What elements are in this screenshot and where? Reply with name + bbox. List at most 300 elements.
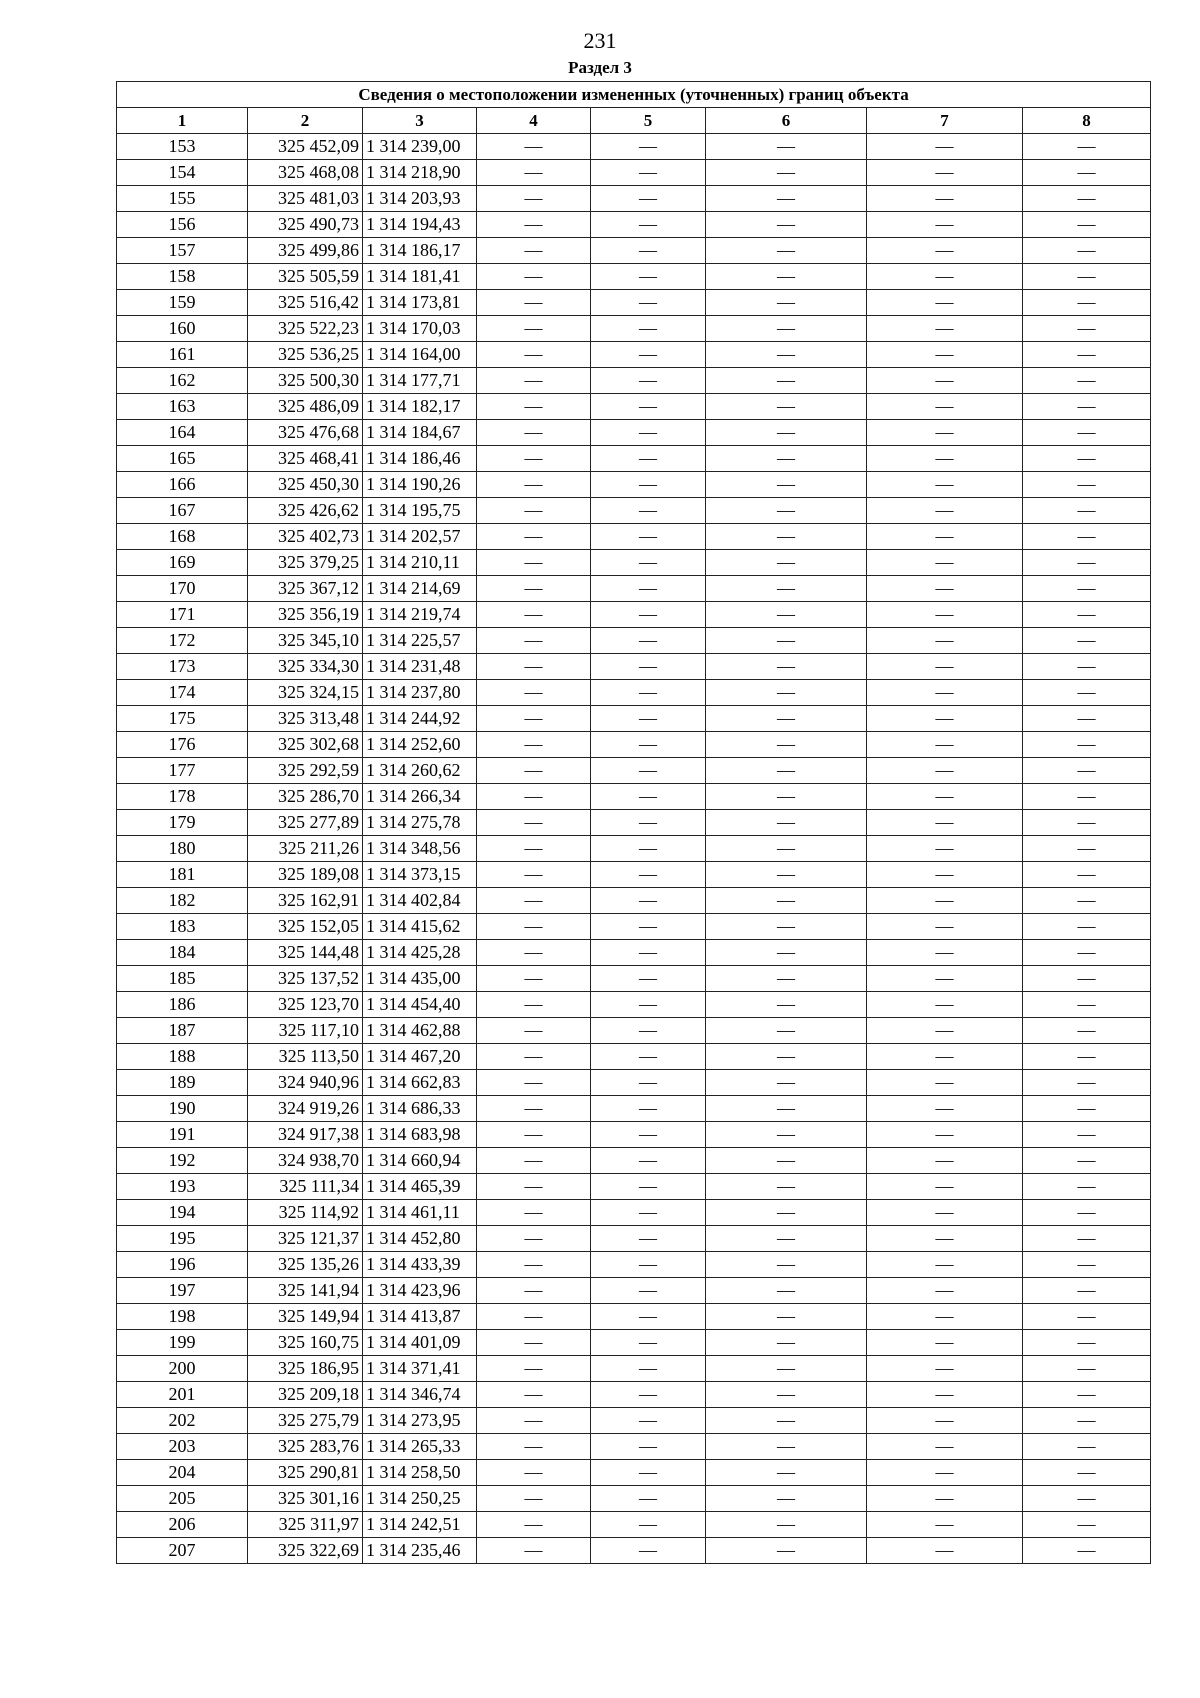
empty-value-cell: — <box>477 368 591 394</box>
empty-value-cell: — <box>706 186 867 212</box>
y-coordinate-cell: 1 314 402,84 <box>363 888 477 914</box>
empty-value-cell: — <box>591 1148 706 1174</box>
point-number-cell: 175 <box>117 706 248 732</box>
empty-value-cell: — <box>591 1512 706 1538</box>
table-row <box>117 1408 1151 1434</box>
x-coordinate-cell: 325 301,16 <box>248 1486 363 1512</box>
y-coordinate-cell: 1 314 465,39 <box>363 1174 477 1200</box>
empty-value-cell: — <box>867 628 1023 654</box>
empty-value-cell: — <box>591 836 706 862</box>
empty-value-cell: — <box>706 654 867 680</box>
point-number-cell: 180 <box>117 836 248 862</box>
x-coordinate-cell: 325 141,94 <box>248 1278 363 1304</box>
table-row <box>117 524 1151 550</box>
x-coordinate-cell: 325 516,42 <box>248 290 363 316</box>
empty-value-cell: — <box>591 290 706 316</box>
point-number-cell: 168 <box>117 524 248 550</box>
x-coordinate-cell: 325 113,50 <box>248 1044 363 1070</box>
empty-value-cell: — <box>867 940 1023 966</box>
empty-value-cell: — <box>867 1356 1023 1382</box>
table-row <box>117 1512 1151 1538</box>
empty-value-cell: — <box>477 446 591 472</box>
empty-value-cell: — <box>706 134 867 160</box>
x-coordinate-cell: 325 345,10 <box>248 628 363 654</box>
empty-value-cell: — <box>706 1304 867 1330</box>
empty-value-cell: — <box>1023 342 1151 368</box>
y-coordinate-cell: 1 314 173,81 <box>363 290 477 316</box>
empty-value-cell: — <box>591 446 706 472</box>
table-row <box>117 186 1151 212</box>
empty-value-cell: — <box>1023 680 1151 706</box>
x-coordinate-cell: 325 160,75 <box>248 1330 363 1356</box>
table-row <box>117 992 1151 1018</box>
empty-value-cell: — <box>1023 1408 1151 1434</box>
empty-value-cell: — <box>591 186 706 212</box>
point-number-cell: 165 <box>117 446 248 472</box>
empty-value-cell: — <box>477 1226 591 1252</box>
y-coordinate-cell: 1 314 218,90 <box>363 160 477 186</box>
x-coordinate-cell: 325 121,37 <box>248 1226 363 1252</box>
empty-value-cell: — <box>706 1174 867 1200</box>
empty-value-cell: — <box>1023 1382 1151 1408</box>
empty-value-cell: — <box>867 654 1023 680</box>
y-coordinate-cell: 1 314 346,74 <box>363 1382 477 1408</box>
table-row <box>117 472 1151 498</box>
empty-value-cell: — <box>1023 472 1151 498</box>
table-row <box>117 1486 1151 1512</box>
empty-value-cell: — <box>477 1200 591 1226</box>
x-coordinate-cell: 325 481,03 <box>248 186 363 212</box>
table-row <box>117 1122 1151 1148</box>
y-coordinate-cell: 1 314 415,62 <box>363 914 477 940</box>
y-coordinate-cell: 1 314 260,62 <box>363 758 477 784</box>
empty-value-cell: — <box>477 394 591 420</box>
table-row <box>117 368 1151 394</box>
empty-value-cell: — <box>477 758 591 784</box>
y-coordinate-cell: 1 314 348,56 <box>363 836 477 862</box>
y-coordinate-cell: 1 314 210,11 <box>363 550 477 576</box>
x-coordinate-cell: 325 290,81 <box>248 1460 363 1486</box>
y-coordinate-cell: 1 314 683,98 <box>363 1122 477 1148</box>
table-row <box>117 1096 1151 1122</box>
empty-value-cell: — <box>591 1122 706 1148</box>
empty-value-cell: — <box>1023 732 1151 758</box>
point-number-cell: 205 <box>117 1486 248 1512</box>
empty-value-cell: — <box>477 836 591 862</box>
empty-value-cell: — <box>1023 212 1151 238</box>
empty-value-cell: — <box>591 680 706 706</box>
empty-value-cell: — <box>591 1460 706 1486</box>
empty-value-cell: — <box>591 472 706 498</box>
empty-value-cell: — <box>1023 654 1151 680</box>
empty-value-cell: — <box>591 1278 706 1304</box>
empty-value-cell: — <box>867 1538 1023 1564</box>
table-row <box>117 420 1151 446</box>
empty-value-cell: — <box>591 602 706 628</box>
empty-value-cell: — <box>591 1382 706 1408</box>
empty-value-cell: — <box>867 1512 1023 1538</box>
empty-value-cell: — <box>1023 628 1151 654</box>
x-coordinate-cell: 325 522,23 <box>248 316 363 342</box>
empty-value-cell: — <box>591 1044 706 1070</box>
empty-value-cell: — <box>706 394 867 420</box>
point-number-cell: 185 <box>117 966 248 992</box>
x-coordinate-cell: 325 379,25 <box>248 550 363 576</box>
empty-value-cell: — <box>867 1096 1023 1122</box>
table-row <box>117 238 1151 264</box>
y-coordinate-cell: 1 314 435,00 <box>363 966 477 992</box>
y-coordinate-cell: 1 314 181,41 <box>363 264 477 290</box>
empty-value-cell: — <box>1023 1356 1151 1382</box>
empty-value-cell: — <box>706 1226 867 1252</box>
x-coordinate-cell: 325 277,89 <box>248 810 363 836</box>
empty-value-cell: — <box>591 810 706 836</box>
empty-value-cell: — <box>867 1226 1023 1252</box>
x-coordinate-cell: 325 356,19 <box>248 602 363 628</box>
column-header: 1 <box>117 108 248 134</box>
empty-value-cell: — <box>867 914 1023 940</box>
empty-value-cell: — <box>477 472 591 498</box>
empty-value-cell: — <box>591 654 706 680</box>
empty-value-cell: — <box>591 1304 706 1330</box>
empty-value-cell: — <box>706 1252 867 1278</box>
y-coordinate-cell: 1 314 467,20 <box>363 1044 477 1070</box>
empty-value-cell: — <box>706 628 867 654</box>
empty-value-cell: — <box>1023 186 1151 212</box>
empty-value-cell: — <box>706 238 867 264</box>
x-coordinate-cell: 324 917,38 <box>248 1122 363 1148</box>
empty-value-cell: — <box>867 1174 1023 1200</box>
point-number-cell: 200 <box>117 1356 248 1382</box>
y-coordinate-cell: 1 314 164,00 <box>363 342 477 368</box>
empty-value-cell: — <box>1023 1018 1151 1044</box>
y-coordinate-cell: 1 314 413,87 <box>363 1304 477 1330</box>
y-coordinate-cell: 1 314 433,39 <box>363 1252 477 1278</box>
table-row <box>117 264 1151 290</box>
empty-value-cell: — <box>1023 316 1151 342</box>
x-coordinate-cell: 325 476,68 <box>248 420 363 446</box>
empty-value-cell: — <box>1023 576 1151 602</box>
x-coordinate-cell: 325 450,30 <box>248 472 363 498</box>
empty-value-cell: — <box>477 1044 591 1070</box>
y-coordinate-cell: 1 314 194,43 <box>363 212 477 238</box>
empty-value-cell: — <box>867 498 1023 524</box>
table-caption-row <box>117 82 1151 108</box>
x-coordinate-cell: 325 211,26 <box>248 836 363 862</box>
empty-value-cell: — <box>706 1434 867 1460</box>
x-coordinate-cell: 325 135,26 <box>248 1252 363 1278</box>
point-number-cell: 155 <box>117 186 248 212</box>
y-coordinate-cell: 1 314 225,57 <box>363 628 477 654</box>
table-row <box>117 290 1151 316</box>
empty-value-cell: — <box>706 1538 867 1564</box>
empty-value-cell: — <box>867 1252 1023 1278</box>
x-coordinate-cell: 325 426,62 <box>248 498 363 524</box>
empty-value-cell: — <box>1023 446 1151 472</box>
empty-value-cell: — <box>477 1460 591 1486</box>
x-coordinate-cell: 325 114,92 <box>248 1200 363 1226</box>
empty-value-cell: — <box>477 992 591 1018</box>
empty-value-cell: — <box>706 966 867 992</box>
table-row <box>117 394 1151 420</box>
point-number-cell: 184 <box>117 940 248 966</box>
y-coordinate-cell: 1 314 184,67 <box>363 420 477 446</box>
x-coordinate-cell: 325 152,05 <box>248 914 363 940</box>
point-number-cell: 194 <box>117 1200 248 1226</box>
y-coordinate-cell: 1 314 186,46 <box>363 446 477 472</box>
empty-value-cell: — <box>706 160 867 186</box>
x-coordinate-cell: 324 940,96 <box>248 1070 363 1096</box>
empty-value-cell: — <box>706 264 867 290</box>
empty-value-cell: — <box>706 1070 867 1096</box>
empty-value-cell: — <box>706 524 867 550</box>
table-row <box>117 1382 1151 1408</box>
column-header: 3 <box>363 108 477 134</box>
y-coordinate-cell: 1 314 401,09 <box>363 1330 477 1356</box>
empty-value-cell: — <box>477 1096 591 1122</box>
x-coordinate-cell: 325 144,48 <box>248 940 363 966</box>
empty-value-cell: — <box>867 602 1023 628</box>
empty-value-cell: — <box>1023 1122 1151 1148</box>
point-number-cell: 182 <box>117 888 248 914</box>
point-number-cell: 202 <box>117 1408 248 1434</box>
empty-value-cell: — <box>591 134 706 160</box>
empty-value-cell: — <box>706 732 867 758</box>
empty-value-cell: — <box>591 498 706 524</box>
x-coordinate-cell: 325 402,73 <box>248 524 363 550</box>
empty-value-cell: — <box>477 654 591 680</box>
empty-value-cell: — <box>591 368 706 394</box>
empty-value-cell: — <box>706 888 867 914</box>
y-coordinate-cell: 1 314 195,75 <box>363 498 477 524</box>
empty-value-cell: — <box>867 1382 1023 1408</box>
column-header: 7 <box>867 108 1023 134</box>
empty-value-cell: — <box>867 1486 1023 1512</box>
column-header: 8 <box>1023 108 1151 134</box>
point-number-cell: 207 <box>117 1538 248 1564</box>
empty-value-cell: — <box>477 940 591 966</box>
x-coordinate-cell: 325 322,69 <box>248 1538 363 1564</box>
empty-value-cell: — <box>706 940 867 966</box>
point-number-cell: 153 <box>117 134 248 160</box>
y-coordinate-cell: 1 314 275,78 <box>363 810 477 836</box>
y-coordinate-cell: 1 314 237,80 <box>363 680 477 706</box>
empty-value-cell: — <box>1023 134 1151 160</box>
empty-value-cell: — <box>706 836 867 862</box>
x-coordinate-cell: 325 149,94 <box>248 1304 363 1330</box>
empty-value-cell: — <box>867 1200 1023 1226</box>
empty-value-cell: — <box>591 1356 706 1382</box>
point-number-cell: 159 <box>117 290 248 316</box>
empty-value-cell: — <box>477 316 591 342</box>
empty-value-cell: — <box>706 472 867 498</box>
y-coordinate-cell: 1 314 454,40 <box>363 992 477 1018</box>
empty-value-cell: — <box>867 238 1023 264</box>
empty-value-cell: — <box>591 524 706 550</box>
empty-value-cell: — <box>591 1486 706 1512</box>
empty-value-cell: — <box>1023 1200 1151 1226</box>
point-number-cell: 162 <box>117 368 248 394</box>
y-coordinate-cell: 1 314 242,51 <box>363 1512 477 1538</box>
empty-value-cell: — <box>591 784 706 810</box>
empty-value-cell: — <box>1023 290 1151 316</box>
empty-value-cell: — <box>1023 992 1151 1018</box>
empty-value-cell: — <box>1023 264 1151 290</box>
empty-value-cell: — <box>867 732 1023 758</box>
table-row <box>117 888 1151 914</box>
y-coordinate-cell: 1 314 182,17 <box>363 394 477 420</box>
table-row <box>117 1304 1151 1330</box>
empty-value-cell: — <box>1023 1044 1151 1070</box>
x-coordinate-cell: 325 137,52 <box>248 966 363 992</box>
empty-value-cell: — <box>867 1278 1023 1304</box>
x-coordinate-cell: 325 302,68 <box>248 732 363 758</box>
empty-value-cell: — <box>477 264 591 290</box>
empty-value-cell: — <box>867 524 1023 550</box>
empty-value-cell: — <box>1023 238 1151 264</box>
empty-value-cell: — <box>591 550 706 576</box>
x-coordinate-cell: 324 919,26 <box>248 1096 363 1122</box>
x-coordinate-cell: 325 452,09 <box>248 134 363 160</box>
table-row <box>117 1278 1151 1304</box>
point-number-cell: 201 <box>117 1382 248 1408</box>
empty-value-cell: — <box>591 992 706 1018</box>
point-number-cell: 164 <box>117 420 248 446</box>
y-coordinate-cell: 1 314 660,94 <box>363 1148 477 1174</box>
empty-value-cell: — <box>867 212 1023 238</box>
empty-value-cell: — <box>706 784 867 810</box>
point-number-cell: 198 <box>117 1304 248 1330</box>
empty-value-cell: — <box>706 862 867 888</box>
table-row <box>117 758 1151 784</box>
x-coordinate-cell: 325 499,86 <box>248 238 363 264</box>
empty-value-cell: — <box>706 1044 867 1070</box>
table-row <box>117 680 1151 706</box>
point-number-cell: 187 <box>117 1018 248 1044</box>
point-number-cell: 204 <box>117 1460 248 1486</box>
x-coordinate-cell: 325 117,10 <box>248 1018 363 1044</box>
empty-value-cell: — <box>1023 1512 1151 1538</box>
point-number-cell: 195 <box>117 1226 248 1252</box>
table-row <box>117 862 1151 888</box>
empty-value-cell: — <box>1023 602 1151 628</box>
y-coordinate-cell: 1 314 235,46 <box>363 1538 477 1564</box>
empty-value-cell: — <box>477 134 591 160</box>
empty-value-cell: — <box>591 1252 706 1278</box>
empty-value-cell: — <box>477 576 591 602</box>
empty-value-cell: — <box>867 992 1023 1018</box>
table-row <box>117 940 1151 966</box>
table-row <box>117 1200 1151 1226</box>
empty-value-cell: — <box>1023 810 1151 836</box>
empty-value-cell: — <box>477 1408 591 1434</box>
empty-value-cell: — <box>706 316 867 342</box>
empty-value-cell: — <box>591 420 706 446</box>
x-coordinate-cell: 325 324,15 <box>248 680 363 706</box>
empty-value-cell: — <box>1023 394 1151 420</box>
empty-value-cell: — <box>706 290 867 316</box>
y-coordinate-cell: 1 314 265,33 <box>363 1434 477 1460</box>
table-row <box>117 706 1151 732</box>
empty-value-cell: — <box>867 186 1023 212</box>
y-coordinate-cell: 1 314 662,83 <box>363 1070 477 1096</box>
empty-value-cell: — <box>867 316 1023 342</box>
empty-value-cell: — <box>867 1408 1023 1434</box>
empty-value-cell: — <box>477 160 591 186</box>
empty-value-cell: — <box>867 706 1023 732</box>
y-coordinate-cell: 1 314 231,48 <box>363 654 477 680</box>
empty-value-cell: — <box>706 1200 867 1226</box>
empty-value-cell: — <box>1023 160 1151 186</box>
y-coordinate-cell: 1 314 186,17 <box>363 238 477 264</box>
empty-value-cell: — <box>706 602 867 628</box>
y-coordinate-cell: 1 314 273,95 <box>363 1408 477 1434</box>
y-coordinate-cell: 1 314 686,33 <box>363 1096 477 1122</box>
x-coordinate-cell: 325 189,08 <box>248 862 363 888</box>
empty-value-cell: — <box>477 1330 591 1356</box>
empty-value-cell: — <box>477 186 591 212</box>
empty-value-cell: — <box>706 992 867 1018</box>
empty-value-cell: — <box>477 1486 591 1512</box>
table-row <box>117 160 1151 186</box>
empty-value-cell: — <box>477 1356 591 1382</box>
empty-value-cell: — <box>1023 836 1151 862</box>
empty-value-cell: — <box>591 706 706 732</box>
page-number: 231 <box>583 28 617 53</box>
table-row <box>117 732 1151 758</box>
empty-value-cell: — <box>591 1226 706 1252</box>
empty-value-cell: — <box>867 862 1023 888</box>
point-number-cell: 191 <box>117 1122 248 1148</box>
empty-value-cell: — <box>867 888 1023 914</box>
y-coordinate-cell: 1 314 250,25 <box>363 1486 477 1512</box>
empty-value-cell: — <box>706 1460 867 1486</box>
point-number-cell: 170 <box>117 576 248 602</box>
empty-value-cell: — <box>706 342 867 368</box>
empty-value-cell: — <box>706 1408 867 1434</box>
y-coordinate-cell: 1 314 266,34 <box>363 784 477 810</box>
empty-value-cell: — <box>1023 524 1151 550</box>
table-row <box>117 1148 1151 1174</box>
empty-value-cell: — <box>591 1018 706 1044</box>
empty-value-cell: — <box>477 784 591 810</box>
empty-value-cell: — <box>1023 1434 1151 1460</box>
empty-value-cell: — <box>477 680 591 706</box>
table-row <box>117 498 1151 524</box>
empty-value-cell: — <box>1023 940 1151 966</box>
empty-value-cell: — <box>867 1460 1023 1486</box>
empty-value-cell: — <box>867 1330 1023 1356</box>
empty-value-cell: — <box>477 914 591 940</box>
empty-value-cell: — <box>1023 1252 1151 1278</box>
empty-value-cell: — <box>477 1174 591 1200</box>
column-header: 6 <box>706 108 867 134</box>
empty-value-cell: — <box>1023 1538 1151 1564</box>
x-coordinate-cell: 325 123,70 <box>248 992 363 1018</box>
table-row <box>117 628 1151 654</box>
table-row <box>117 836 1151 862</box>
empty-value-cell: — <box>706 1018 867 1044</box>
empty-value-cell: — <box>591 1070 706 1096</box>
y-coordinate-cell: 1 314 425,28 <box>363 940 477 966</box>
y-coordinate-cell: 1 314 203,93 <box>363 186 477 212</box>
empty-value-cell: — <box>591 914 706 940</box>
x-coordinate-cell: 325 490,73 <box>248 212 363 238</box>
empty-value-cell: — <box>591 264 706 290</box>
x-coordinate-cell: 325 468,41 <box>248 446 363 472</box>
empty-value-cell: — <box>477 1148 591 1174</box>
empty-value-cell: — <box>1023 706 1151 732</box>
